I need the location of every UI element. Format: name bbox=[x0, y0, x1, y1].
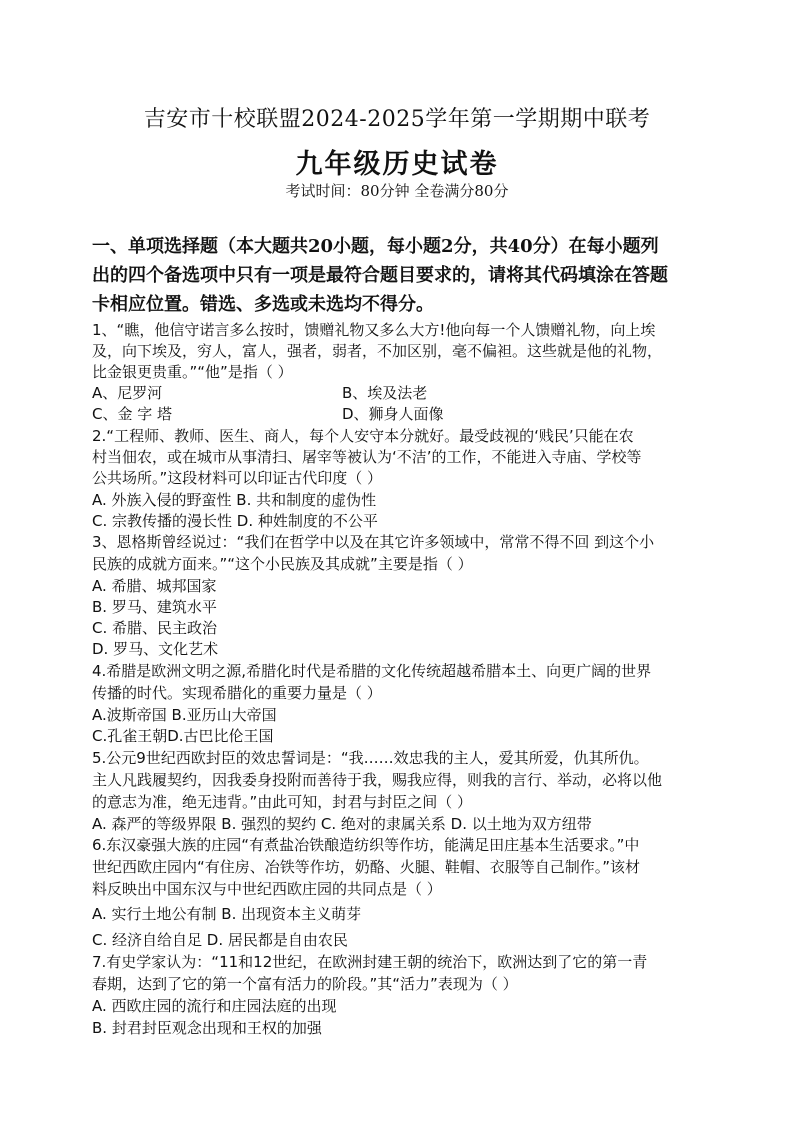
option-line: D. 罗马、文化艺术 bbox=[92, 640, 219, 658]
exam-info: 考试时间：80分钟 全卷满分80分 bbox=[285, 182, 509, 200]
question-line: 1、“瞧，他信守诺言多么按时，馈赠礼物又多么大方!他向每一个人馈赠礼物，向上埃 bbox=[92, 321, 656, 339]
option-line: B. 罗马、建筑水平 bbox=[92, 598, 217, 616]
question-line: 3、恩格斯曾经说过：“我们在哲学中以及在其它许多领域中，常常不得不回 到这个小 bbox=[92, 533, 655, 551]
question-line: 7.有史学家认为：“11和12世纪，在欧洲封建王朝的统治下，欧洲达到了它的第一青 bbox=[92, 953, 648, 971]
question-line: 传播的时代。实现希腊化的重要力量是（ ） bbox=[92, 684, 382, 702]
question-line: 村当佃农，或在城市从事清扫、屠宰等被认为‘不洁’的工作，不能进入寺庙、学校等 bbox=[92, 448, 642, 466]
exam-subtitle: 九年级历史试卷 bbox=[295, 149, 499, 180]
option-line: C、金 字 塔 bbox=[92, 405, 173, 423]
option-line: C. 经济自给自足 D. 居民都是自由农民 bbox=[92, 931, 348, 949]
option-line: A. 森严的等级界限 B. 强烈的契约 C. 绝对的隶属关系 D. 以土地为双方纽带 bbox=[92, 815, 592, 833]
option-line: C. 希腊、民主政治 bbox=[92, 619, 218, 637]
option-line: A.波斯帝国 B.亚历山大帝国 bbox=[92, 706, 277, 724]
section-heading-line: 卡相应位置。错选、多选或未选均不得分。 bbox=[92, 294, 434, 315]
exam-title: 吉安市十校联盟2024-2025学年第一学期期中联考 bbox=[143, 107, 651, 132]
question-line: 春期，达到了它的第一个富有活力的阶段。”其“活力”表现为（ ） bbox=[92, 975, 518, 993]
question-line: 6.东汉豪强大族的庄园“有煮盐冶铁酿造纺织等作坊，能满足田庄基本生活要求。”中 bbox=[92, 836, 640, 854]
option-line: A. 希腊、城邦国家 bbox=[92, 577, 217, 595]
question-line: 料反映出中国东汉与中世纪西欧庄园的共同点是（ ） bbox=[92, 880, 442, 898]
question-line: 比金银更贵重。”“他”是指（ ） bbox=[92, 363, 293, 381]
option-line: B. 封君封臣观念出现和王权的加强 bbox=[92, 1019, 322, 1037]
question-line: 及，向下埃及，穷人，富人，强者，弱者，不加区别，毫不偏袒。这些就是他的礼物， bbox=[92, 342, 663, 360]
question-line: 2.“工程师、教师、医生、商人，每个人安守本分就好。最受歧视的‘贱民’只能在农 bbox=[92, 427, 634, 445]
question-line: 民族的成就方面来。”“这个小民族及其成就”主要是指（ ） bbox=[92, 555, 473, 573]
section-heading-line: 出的四个备选项中只有一项是最符合题目要求的，请将其代码填涂在答题 bbox=[92, 265, 668, 286]
option-line: A. 实行土地公有制 B. 出现资本主义萌芽 bbox=[92, 905, 362, 923]
section-heading-line: 一、单项选择题（本大题共20小题，每小题2分，共40分）在每小题列 bbox=[92, 236, 659, 257]
question-line: 主人凡践履契约，因我委身投附而善待于我，赐我应得，则我的言行、举动，必将以他 bbox=[92, 771, 663, 789]
option-line: A、尼罗河 bbox=[92, 384, 163, 402]
option-line: C. 宗教传播的漫长性 D. 种姓制度的不公平 bbox=[92, 512, 378, 530]
question-line: 世纪西欧庄园内“有住房、冶铁等作坊，奶酪、火腿、鞋帽、衣服等自己制作。”该材 bbox=[92, 858, 641, 876]
option-line: D、狮身人面像 bbox=[342, 405, 444, 423]
option-line: C.孔雀王朝D.古巴比伦王国 bbox=[92, 727, 274, 745]
option-line: A. 西欧庄园的流行和庄园法庭的出现 bbox=[92, 997, 337, 1015]
question-line: 公共场所。”这段材料可以印证古代印度（ ） bbox=[92, 469, 383, 487]
option-line: A. 外族入侵的野蛮性 B. 共和制度的虚伪性 bbox=[92, 491, 377, 509]
question-line: 5.公元9世纪西欧封臣的效忠誓词是：“我……效忠我的主人，爱其所爱，仇其所仇。 bbox=[92, 749, 649, 767]
question-line: 的意志为准，绝无违背。”由此可知，封君与封臣之间（ ） bbox=[92, 793, 473, 811]
question-line: 4.希腊是欧洲文明之源,希腊化时代是希腊的文化传统超越希腊本土、向更广阔的世界 bbox=[92, 662, 652, 680]
option-line: B、埃及法老 bbox=[342, 384, 428, 402]
